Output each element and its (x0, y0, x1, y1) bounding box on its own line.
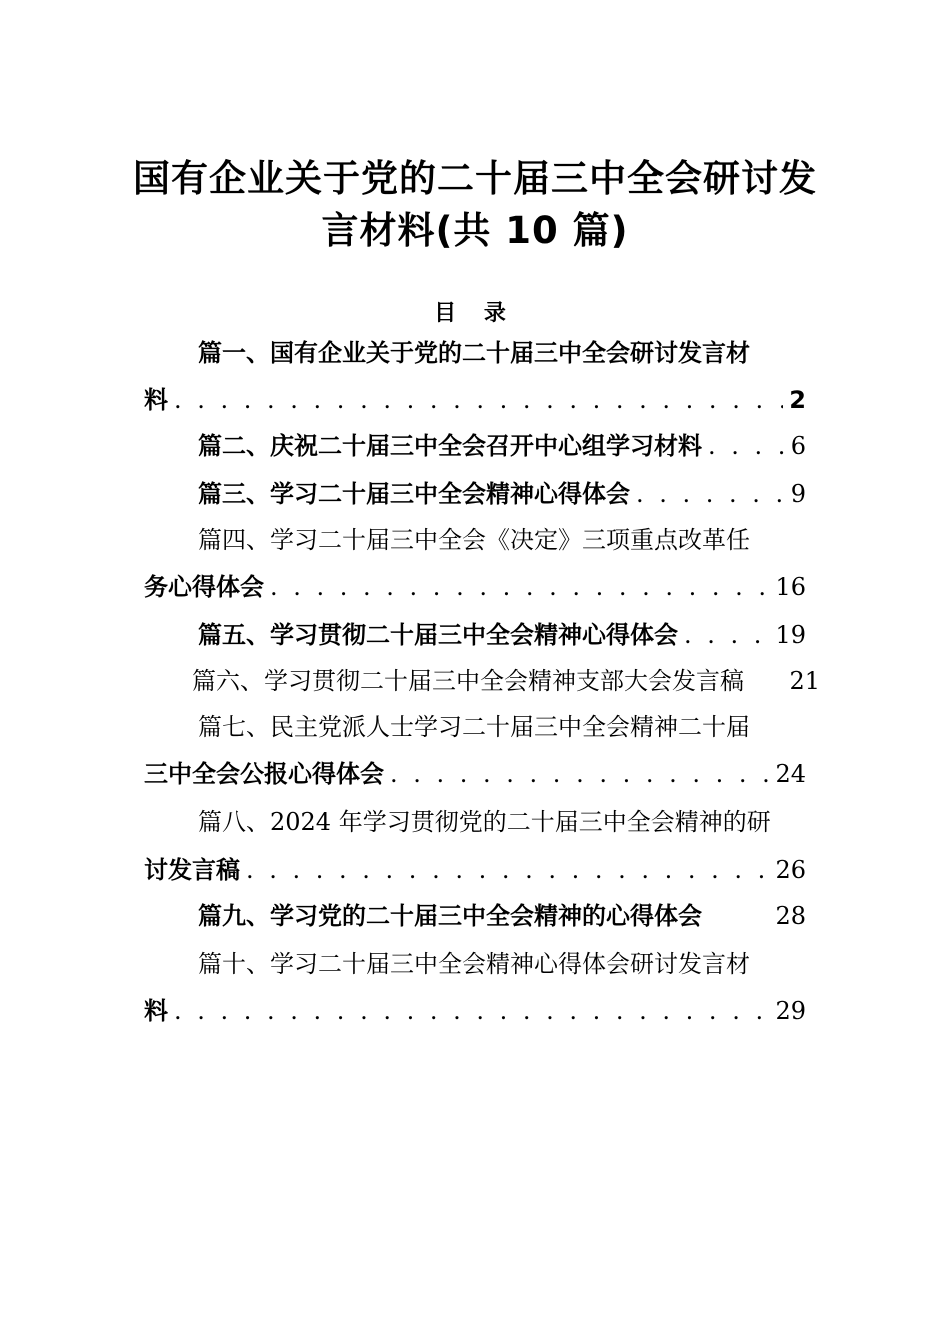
toc-entry-3-page: 9 (790, 480, 806, 508)
toc-entry-1-line-1[interactable]: 篇一、国有企业关于党的二十届三中全会研讨发言材 (198, 339, 750, 367)
toc-entry-2[interactable] (198, 431, 806, 461)
toc-entry-10-page: 29 (775, 997, 806, 1025)
dot-leader (174, 996, 769, 1026)
toc-entry-3-text: 篇三、学习二十届三中全会精神心得体会 (198, 480, 630, 508)
toc-entry-7-page: 24 (775, 760, 806, 788)
toc-entry-5-text: 篇五、学习贯彻二十届三中全会精神心得体会 (198, 621, 678, 649)
toc-entry-4-line-2[interactable] (144, 572, 806, 602)
toc-entry-3[interactable] (198, 479, 806, 509)
toc-entry-1-text-cont: 料 (144, 386, 168, 414)
toc-entry-1-line-2[interactable] (144, 385, 806, 415)
toc-entry-9-text: 篇九、学习党的二十届三中全会精神的心得体会 (198, 902, 702, 930)
toc-entry-2-text: 篇二、庆祝二十届三中全会召开中心组学习材料 (198, 432, 702, 460)
toc-entry-5-page: 19 (775, 621, 806, 649)
dot-leader (390, 759, 769, 789)
dot-leader (174, 385, 783, 415)
dot-leader (246, 855, 769, 885)
toc-entry-9-page: 28 (775, 902, 806, 930)
toc-entry-4-text-cont: 务心得体会 (144, 573, 264, 601)
toc-entry-8-line-2[interactable] (144, 855, 806, 885)
toc-entry-7-line-1[interactable]: 篇七、民主党派人士学习二十届三中全会精神二十届 (198, 713, 750, 741)
dot-leader (270, 572, 769, 602)
toc-entry-6[interactable] (192, 666, 820, 696)
toc-entry-6-text: 篇六、学习贯彻二十届三中全会精神支部大会发言稿 (192, 667, 744, 695)
toc-entry-10-line-2[interactable] (144, 996, 806, 1026)
document-title-line-1: 国有企业关于党的二十届三中全会研讨发 (133, 157, 817, 200)
toc-entry-8-text-cont: 讨发言稿 (144, 856, 240, 884)
toc-entry-7-line-2[interactable] (144, 759, 806, 789)
toc-entry-4-line-1[interactable]: 篇四、学习二十届三中全会《决定》三项重点改革任 (198, 526, 750, 554)
toc-entry-5[interactable] (198, 620, 806, 650)
dot-leader (708, 431, 785, 461)
toc-heading: 目 录 (434, 301, 516, 326)
toc-entry-10-line-1[interactable]: 篇十、学习二十届三中全会精神心得体会研讨发言材 (198, 950, 750, 978)
toc-entry-1-page: 2 (789, 386, 806, 414)
toc-entry-10-text-cont: 料 (144, 997, 168, 1025)
document-title-line-2: 言材料(共 10 篇) (321, 209, 629, 252)
toc-entry-6-page: 21 (789, 667, 820, 695)
toc-entry-9[interactable] (198, 901, 806, 931)
toc-entry-2-page: 6 (790, 432, 806, 460)
toc-entry-4-page: 16 (775, 573, 806, 601)
dot-leader (684, 620, 769, 650)
dot-leader (636, 479, 785, 509)
toc-entry-8-page: 26 (775, 856, 806, 884)
toc-entry-8-line-1[interactable]: 篇八、2024 年学习贯彻党的二十届三中全会精神的研 (198, 808, 771, 836)
toc-entry-7-text-cont: 三中全会公报心得体会 (144, 760, 384, 788)
